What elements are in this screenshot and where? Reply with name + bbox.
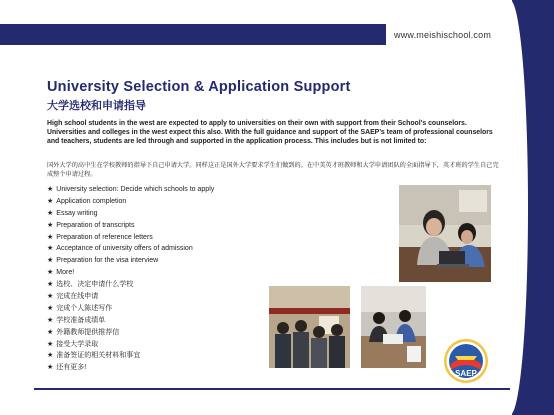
list-item: ★ Acceptance of university offers of admission (47, 245, 193, 253)
svg-text:SAEP: SAEP (455, 369, 477, 378)
star-icon: ★ (47, 316, 54, 324)
star-icon: ★ (47, 257, 54, 265)
star-icon: ★ (47, 221, 54, 229)
star-icon: ★ (47, 364, 54, 372)
list-item: ★ Preparation for the visa interview (47, 257, 159, 265)
star-icon: ★ (47, 293, 54, 301)
star-icon: ★ (47, 281, 54, 289)
list-item-cn: ★ 完成个人陈述写作 (47, 304, 113, 312)
star-icon: ★ (47, 328, 54, 336)
list-item-cn: ★ 接受大学录取 (47, 340, 99, 348)
star-icon: ★ (47, 269, 54, 277)
list-item: ★ Essay writing (47, 209, 98, 217)
list-item-cn: ★ 准备签证的相关材料和事宜 (47, 352, 141, 360)
intro-paragraph-en: High school students in the west are expected to apply to universities on their own with support from their School’s counselors. Universities and colleges in the west expect this also. With the full guidance and support of the SAEP’s team of professional counselors and teachers, students are led through and supported in the application process. This includes but is not limited to: (47, 120, 493, 146)
list-item: ★ Preparation of reference letters (47, 233, 153, 241)
star-icon: ★ (47, 304, 54, 312)
star-icon: ★ (47, 197, 54, 205)
list-item-cn: ★ 选校、决定申请什么学校 (47, 281, 134, 289)
star-icon: ★ (47, 340, 54, 348)
intro-paragraph-cn: 国外大学的高中生在学校教师的指导下自己申请大学。同样这正是国外大学要求学生们做到的。在中美英才班教师和大学申请团队的全面指导下，英才班的学生自己完成整个申请过程。 (47, 162, 499, 179)
list-item-cn: ★ 还有更多! (47, 364, 87, 372)
star-icon: ★ (47, 245, 54, 253)
bottom-rule (34, 388, 510, 390)
list-item: ★ Application completion (47, 197, 127, 205)
list-item-cn: ★ 学校准备成绩单 (47, 316, 106, 324)
section-subtitle-cn: 大学选校和申请指导 (47, 100, 146, 112)
star-icon: ★ (47, 186, 54, 193)
support-list (47, 184, 214, 374)
list-item: ★ University selection: Decide which schools to apply (47, 186, 215, 193)
photo-event-crowd (269, 286, 350, 368)
list-item: ★ More! (47, 269, 75, 277)
list-item-cn: ★ 外籍教师提供推荐信 (47, 328, 120, 336)
photo-classroom (361, 286, 426, 368)
star-icon: ★ (47, 352, 54, 360)
list-item-cn: ★ 完成在线申请 (47, 293, 99, 301)
website-url[interactable]: www.meishischool.com (394, 30, 492, 40)
star-icon: ★ (47, 209, 54, 217)
saep-logo (443, 338, 489, 384)
list-item: ★ Preparation of transcripts (47, 221, 135, 229)
section-title: University Selection & Application Support (47, 79, 351, 95)
header-bar (0, 24, 386, 45)
photo-student-laptop (399, 185, 491, 282)
star-icon: ★ (47, 233, 54, 241)
